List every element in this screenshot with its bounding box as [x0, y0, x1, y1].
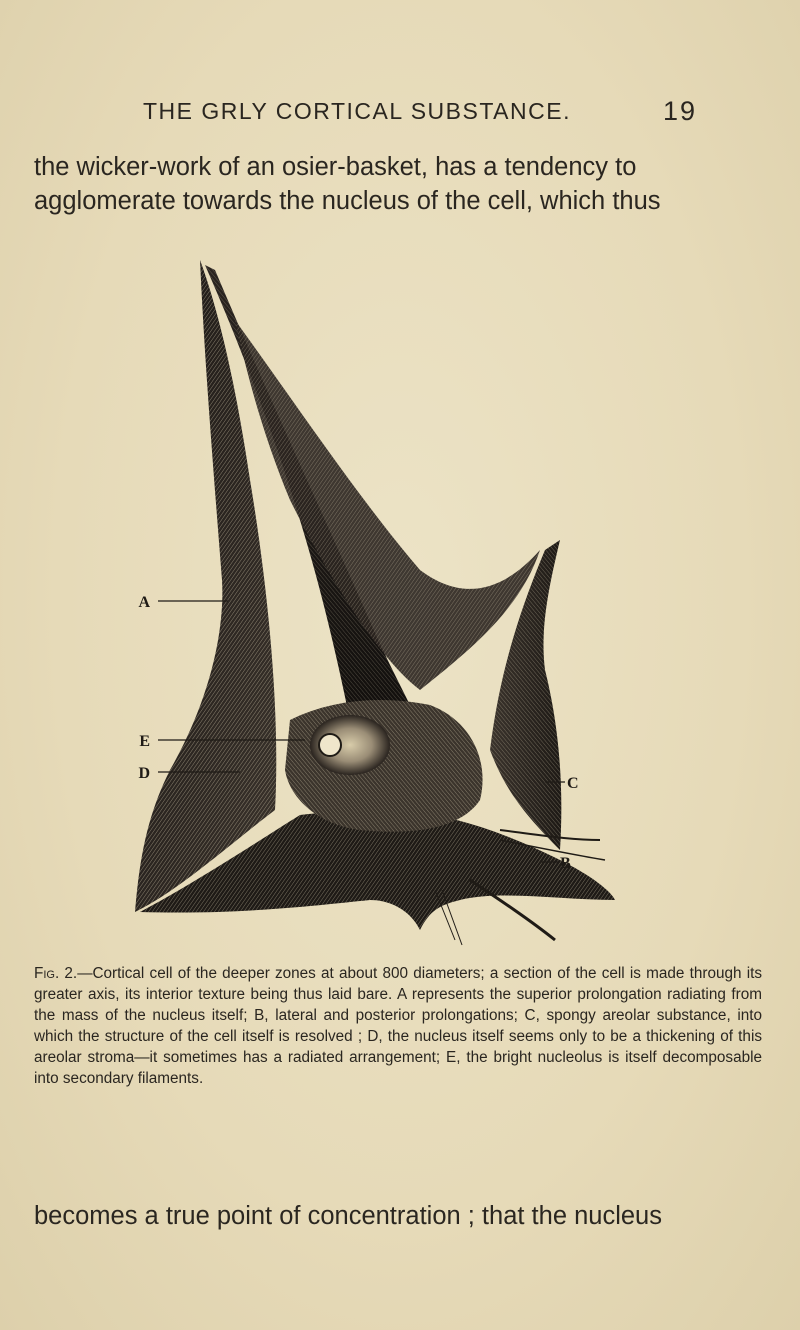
- body-line: the wicker-work of an osier-basket, has a tendency to: [34, 153, 637, 181]
- body-line: agglomerate towards the nucleus of the cell, which thus: [34, 187, 661, 215]
- running-head-title: THE GRLY CORTICAL SUBSTANCE.: [143, 98, 571, 124]
- cortical-cell-figure: [0, 250, 800, 960]
- figure-label-b: B: [560, 855, 571, 872]
- figure-label-d: D: [138, 765, 150, 782]
- nucleus: [310, 715, 390, 775]
- nucleolus: [319, 734, 341, 756]
- figure-label-e: E: [139, 733, 150, 750]
- body-line: becomes a true point of concentration ; that the nucleus: [34, 1202, 662, 1230]
- figure-number: Fig. 2.: [34, 965, 78, 982]
- body-text-top: [34, 150, 754, 218]
- figure-label-c: C: [567, 775, 579, 792]
- figure-label-a: A: [138, 594, 150, 611]
- body-text-bottom: [34, 1199, 754, 1233]
- figure-caption: [34, 963, 762, 1089]
- caption-text: —Cortical cell of the deeper zones at about 800 diameters; a section of the cell is made through its greater axis, its interior texture being thus laid bare. A represents the superior prolongation radiating from the mass of the nucleus itself; B, lateral and posterior prolongations; C, spongy areolar substance, into which the structure of the cell itself is resolved ; D, the nucleus itself seems only to be a thickening of this areolar stroma—it sometimes has a radiated arrangement; E, the bright nucleolus is itself decomposable into secondary filaments.: [34, 965, 763, 1087]
- page-number: 19: [663, 96, 698, 126]
